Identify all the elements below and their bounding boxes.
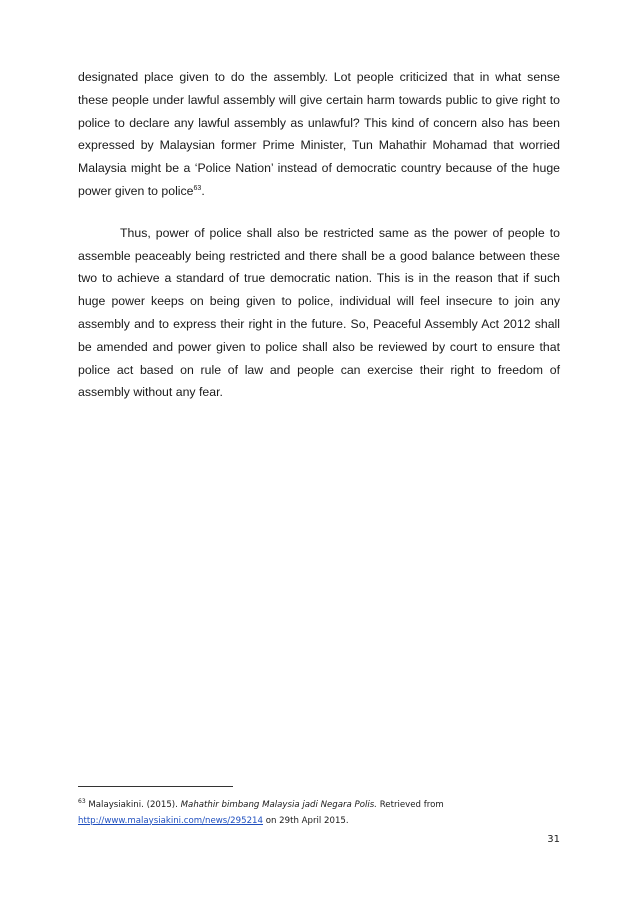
paragraph-1-text: designated place given to do the assembly. Lot people criticized that in what sense these people under lawful assembly will give certain harm towards public to give right to police to declare any lawful assembly as unlawful? This kind of concern also has been expressed by Malaysian former Prime Minister, Tun Mahathir Mohamad that worried Malaysia might be a ‘Police Nation’ instead of democratic country because of the huge power given to police xyxy=(78,70,560,198)
footnote-date: on 29th April 2015. xyxy=(262,815,349,826)
footnote-source: Malaysiakini. (2015). xyxy=(88,800,181,810)
footnote-separator xyxy=(78,786,233,787)
paragraph-2: Thus, power of police shall also be restricted same as the power of people to assemble peaceably being restricted and there shall be a good balance between these two to achieve a standard of true democratic nation. This is in the reason that if such huge power keeps on being given to police, individual will feel insecure to join any assembly and to express their right in the future. So, Peaceful Assembly Act 2012 shall be amended and power given to police shall also be reviewed by court to ensure that police act based on rule of law and people can exercise their right to freedom of assembly without any fear. xyxy=(78,225,560,400)
footnote-link[interactable]: http://www.malaysiakini.com/news/295214 xyxy=(78,815,263,826)
footnote-number: 63 xyxy=(78,798,86,806)
footnote-retrieved: Retrieved from xyxy=(376,800,444,810)
body-text xyxy=(78,66,560,404)
paragraph-1 xyxy=(78,66,560,203)
footnote-title: Mahathir bimbang Malaysia jadi Negara Polis. xyxy=(180,800,377,810)
paragraph-1-end: . xyxy=(201,183,205,198)
footnote xyxy=(78,798,560,829)
footnote-reference[interactable]: 63 xyxy=(193,184,202,192)
page-number: 31 xyxy=(547,834,560,845)
